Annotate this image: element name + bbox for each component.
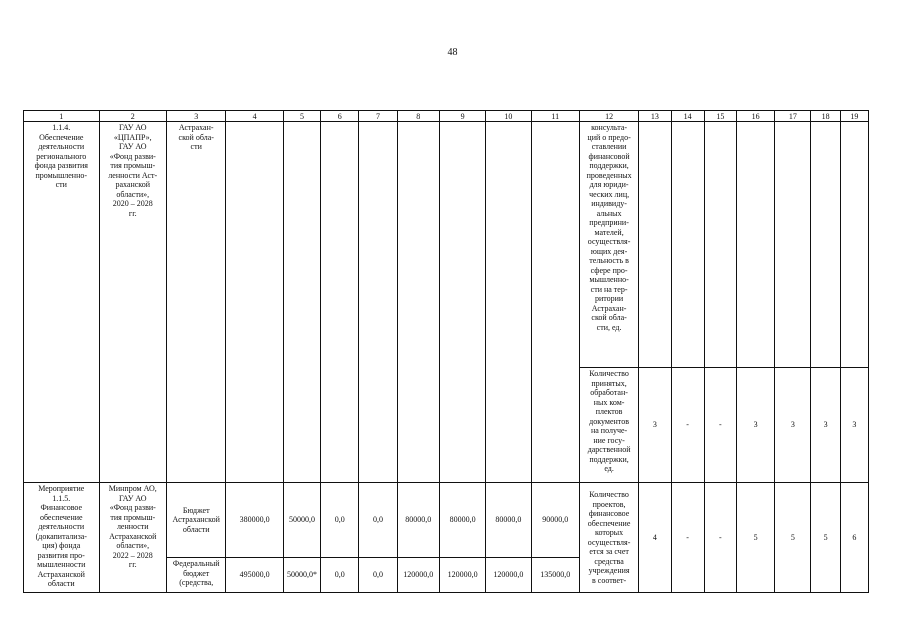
cell-empty (671, 122, 704, 368)
program-table (23, 110, 869, 593)
col-header: 9 (439, 111, 485, 122)
indicator-value: - (671, 368, 704, 483)
indicator-value: - (704, 368, 736, 483)
cell-empty (811, 122, 840, 368)
budget-value: 0,0 (359, 483, 397, 558)
col-header: 11 (531, 111, 579, 122)
budget-value: 0,0 (359, 558, 397, 593)
indicator-value: 5 (736, 483, 774, 593)
col-header: 10 (486, 111, 531, 122)
budget-value: 135000,0 (531, 558, 579, 593)
cell-empty (226, 122, 283, 483)
budget-value: 80000,0 (486, 483, 531, 558)
indicator-value: 5 (811, 483, 840, 593)
indicator-value: 3 (736, 368, 774, 483)
executor: Минпром АО, ГАУ АО «Фонд разви- тия промыш- ленности Астраханской области», 2022 – 2028 гг. (99, 483, 166, 593)
budget-value: 120000,0 (439, 558, 485, 593)
col-header: 8 (397, 111, 439, 122)
activity-name: 1.1.4. Обеспечение деятельности регионального фонда развития промышленно- сти (24, 122, 100, 483)
indicator-value: 3 (840, 368, 868, 483)
budget-value: 0,0 (321, 483, 359, 558)
budget-value: 50000,0* (283, 558, 320, 593)
col-header: 15 (704, 111, 736, 122)
indicator-value: 3 (811, 368, 840, 483)
col-header: 14 (671, 111, 704, 122)
col-header: 7 (359, 111, 397, 122)
budget-value: 120000,0 (486, 558, 531, 593)
cell-empty (359, 122, 397, 483)
budget-value: 80000,0 (439, 483, 485, 558)
col-header: 13 (639, 111, 671, 122)
cell-empty (397, 122, 439, 483)
cell-empty (439, 122, 485, 483)
cell-empty (531, 122, 579, 483)
activity-name: Мероприятие 1.1.5. Финансовое обеспечение деятельности (докапитализа- ция) фонда развития про- мышленности Астраханской области (24, 483, 100, 593)
col-header: 6 (321, 111, 359, 122)
page-number: 48 (447, 47, 458, 58)
col-header: 4 (226, 111, 283, 122)
budget-value: 0,0 (321, 558, 359, 593)
col-header: 5 (283, 111, 320, 122)
budget-value: 495000,0 (226, 558, 283, 593)
cell-empty (486, 122, 531, 483)
col-header: 17 (775, 111, 811, 122)
col-header: 3 (167, 111, 226, 122)
col-header: 1 (24, 111, 100, 122)
cell-empty (736, 122, 774, 368)
cell-empty (321, 122, 359, 483)
budget-value: 50000,0 (283, 483, 320, 558)
col-header: 19 (840, 111, 868, 122)
indicator-value: - (704, 483, 736, 593)
cell-empty (283, 122, 320, 483)
funding-source: Астрахан- ской обла- сти (167, 122, 226, 483)
indicator-value: 4 (639, 483, 671, 593)
indicator-name: Количество принятых, обработан- ных ком- плектов документов на получе- ние госу- дарственной поддержки, ед. (579, 368, 638, 483)
cell-empty (639, 122, 671, 368)
indicator-value: 5 (775, 483, 811, 593)
funding-source: Федеральный бюджет (средства, (167, 558, 226, 593)
col-header: 12 (579, 111, 638, 122)
col-header: 16 (736, 111, 774, 122)
cell-empty (840, 122, 868, 368)
col-header: 2 (99, 111, 166, 122)
table-row (24, 122, 869, 368)
indicator-value: - (671, 483, 704, 593)
executor: ГАУ АО «ЦПАПР», ГАУ АО «Фонд разви- тия промыш- ленности Аст- раханской области», 2020 – 2028 гг. (99, 122, 166, 483)
indicator-value: 3 (775, 368, 811, 483)
indicator-value: 3 (639, 368, 671, 483)
header-row (24, 111, 869, 122)
indicator-name: консульта- ций о предо- ставлении финансовой поддержки, проведенных для юриди- ческих лиц, индивиду- альных предприни- мателей, осуществля- ющих дея- тельность в сфере про- мышленно- сти на тер- ритории Астрахан- ской обла- сти, ед. (579, 122, 638, 368)
indicator-value: 6 (840, 483, 868, 593)
budget-value: 90000,0 (531, 483, 579, 558)
cell-empty (775, 122, 811, 368)
funding-source: Бюджет Астраханской области (167, 483, 226, 558)
cell-empty (704, 122, 736, 368)
budget-value: 80000,0 (397, 483, 439, 558)
table-row (24, 483, 869, 558)
indicator-name: Количество проектов, финансовое обеспечение которых осуществля- ется за счет средства учреждения в соответ- (579, 483, 638, 593)
budget-value: 120000,0 (397, 558, 439, 593)
budget-value: 380000,0 (226, 483, 283, 558)
col-header: 18 (811, 111, 840, 122)
